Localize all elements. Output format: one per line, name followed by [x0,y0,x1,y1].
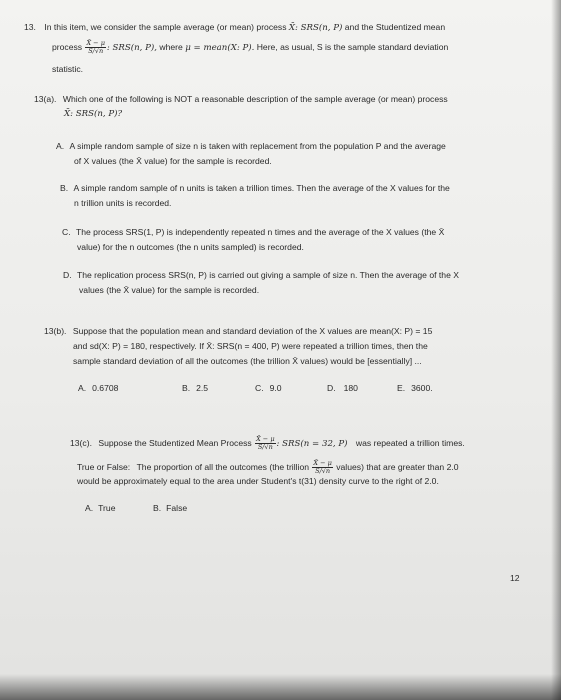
fraction-numerator: X̄ − μ [256,435,275,443]
answer-letter: A. [78,383,87,393]
fraction-numerator: X̄ − μ [86,39,105,47]
fraction-denominator: S/√n [88,47,104,55]
studentized-fraction [255,436,275,451]
q13a-option-d-line2: values (the X̄ value) for the sample is recorded. [79,285,260,295]
q13a-label: 13(a). [34,94,57,104]
q13c-math: : SRS(n = 32, P) [276,438,348,449]
intro-text-2: process [52,41,83,52]
answer-value: 9.0 [269,383,282,393]
q13a-option-b [60,183,450,194]
page-number: 12 [510,573,520,583]
q13a-option-c [62,227,444,238]
q13b-line-1 [44,326,432,337]
fraction-numerator: X̄ − μ [313,459,332,467]
q13a-option-c-line2: value) for the n outcomes (the n units sampled) is recorded. [77,242,304,252]
answer-value: 3600. [411,383,433,393]
q13c-text-2: The proportion of all the outcomes (the trillion [136,461,310,472]
intro-math-2: : SRS(n, P), [106,42,158,53]
option-text: The process SRS(1, P) is independently repeated n times and the average of the X values (the X̄ [75,227,445,237]
answer-value: False [166,503,188,513]
fraction-denominator: S/√n [257,443,273,451]
answer-value: True [98,503,116,513]
option-letter: D. [63,270,72,280]
answer-value: 0.6708 [92,383,119,393]
answer-letter: B. [153,503,162,513]
intro-line-2 [52,40,448,55]
option-text: A simple random sample of size n is taken with replacement from the population P and the average [69,141,446,151]
intro-text-1-end: and the Studentized mean [344,22,446,32]
q13c-answer-b [153,503,187,514]
option-text: A simple random sample of n units is taken a trillion times. Then the average of the X values for the [73,183,450,193]
q13c-line-3: would be approximately equal to the area under Student's t(31) density curve to the right of 2.0. [77,476,439,486]
q13b-answer-a [78,383,118,394]
intro-where: where [159,41,183,52]
q13c-text-1: Suppose the Studentized Mean Process [98,437,252,448]
answer-value: 2.5 [196,383,209,393]
q13c-line-2 [77,460,459,475]
q13c-answer-a [85,503,115,514]
option-letter: C. [62,227,71,237]
fraction-denominator: S/√n [315,467,331,475]
answer-letter: C. [255,383,264,393]
item-number: 13. [24,22,36,32]
option-letter: B. [60,183,69,193]
q13a-option-d [63,270,459,281]
answer-letter: E. [397,383,406,393]
option-letter: A. [56,141,65,151]
studentized-fraction [85,40,105,55]
answer-letter: B. [182,383,191,393]
q13a-stem-text: Which one of the following is NOT a reasonable description of the sample average (or mean) process [62,94,448,104]
q13b-label: 13(b). [44,326,67,336]
q13a-option-a [56,141,446,152]
answer-value: 180 [343,383,358,393]
q13c-text-1-end: was repeated a trillion times. [355,437,465,448]
intro-line-1 [24,22,445,34]
q13a-option-b-line2: n trillion units is recorded. [74,198,172,208]
q13b-line-3: sample standard deviation of all the outcomes (the trillion X̄ values) would be [essentially] ... [73,356,422,366]
q13a-option-a-line2: of X values (the X̄ value) for the sample is recorded. [74,156,272,166]
q13b-answer-e [397,383,433,394]
page-edge-shadow-bottom [0,674,561,700]
intro-mu-def: μ = mean(X: P). [185,42,255,53]
q13b-answer-b [182,383,208,394]
q13a-stem-math: X̄: SRS(n, P)? [64,109,123,119]
q13b-text-1: Suppose that the population mean and standard deviation of the X values are mean(X: P) = 15 [72,326,433,336]
true-false-label: True or False: [77,461,131,472]
q13a-stem [34,94,448,105]
studentized-fraction [312,460,332,475]
q13c-label: 13(c). [70,437,92,448]
q13c-text-2-end: values) that are greater than 2.0 [336,461,459,472]
q13b-answer-c [255,383,282,394]
intro-math-1: X̄: SRS(n, P) [288,23,343,33]
q13b-line-2: and sd(X: P) = 180, respectively. If X̄: SRS(n = 400, P) were repeated a trillion times, then the [73,341,428,351]
option-text: The replication process SRS(n, P) is carried out giving a sample of size n. Then the average of the X [76,270,459,280]
q13c-line-1 [70,436,465,451]
q13b-answer-d [327,383,358,394]
answer-letter: D. [327,383,336,393]
answer-letter: A. [85,503,94,513]
intro-line-3: statistic. [52,64,84,74]
intro-text-2-end: Here, as usual, S is the sample standard deviation [256,41,449,52]
page-edge-shadow-right [551,0,561,700]
intro-text-1: In this item, we consider the sample average (or mean) process [44,22,287,32]
